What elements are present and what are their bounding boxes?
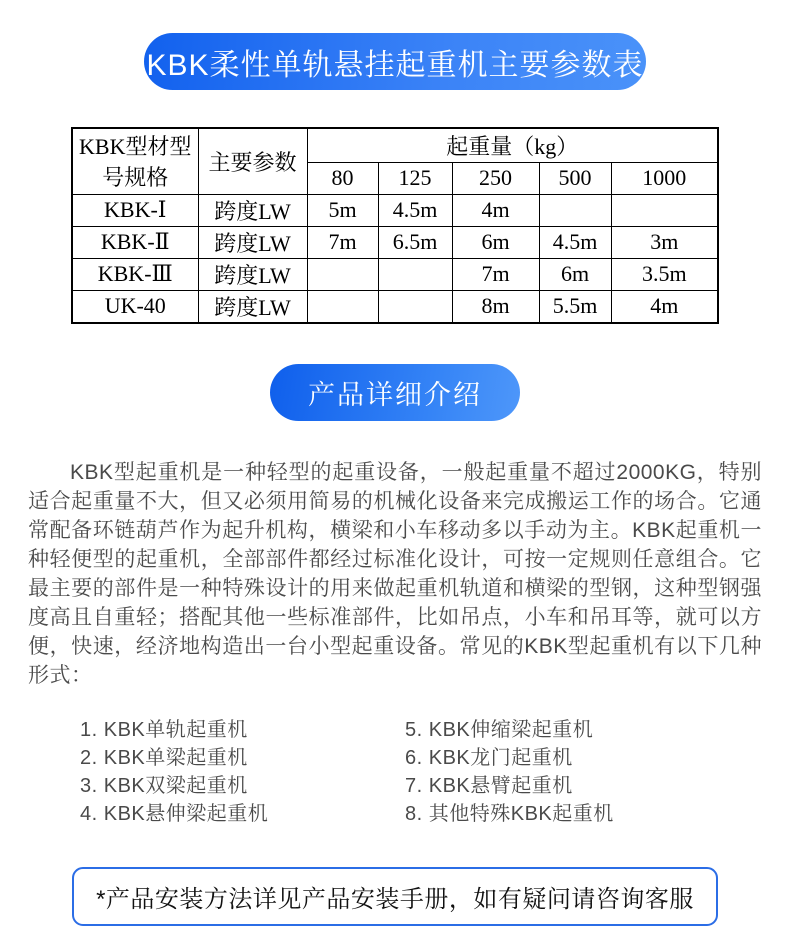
crane-type-item: 2. KBK单梁起重机 <box>80 746 248 769</box>
table-row <box>72 290 718 323</box>
section-title: 产品详细介绍 <box>308 379 482 410</box>
span-value-cell: 6.5m <box>378 226 452 258</box>
param-cell: 跨度LW <box>198 194 307 226</box>
span-value-cell: 3m <box>611 226 718 258</box>
span-value-cell: 6m <box>452 226 539 258</box>
param-cell: 跨度LW <box>198 258 307 290</box>
capacity-header-250: 250 <box>452 162 539 194</box>
span-value-cell: 5m <box>307 194 378 226</box>
model-cell: KBK-Ⅰ <box>72 194 198 226</box>
span-value-cell <box>611 194 718 226</box>
param-cell: 跨度LW <box>198 290 307 323</box>
crane-type-item: 1. KBK单轨起重机 <box>80 718 248 741</box>
intro-paragraph: KBK型起重机是一种轻型的起重设备，一般起重量不超过2000KG，特别适合起重量不大，但又必须用简易的机械化设备来完成搬运工作的场合。它通常配备环链葫芦作为起升机构，横梁和小车移动多以手动为主。KBK起重机一种轻便型的起重机，全部部件都经过标准化设计，可按一定规则任意组合。它最主要的部件是一种特殊设计的用来做起重机轨道和横梁的型钢，这种型钢强度高且自重轻；搭配其他一些标准部件，比如吊点，小车和吊耳等，就可以方便，快速，经济地构造出一台小型起重设备。常见的KBK型起重机有以下几种形式： <box>28 460 762 687</box>
param-cell: 跨度LW <box>198 226 307 258</box>
model-column-header: KBK型材型号规格 <box>72 128 198 194</box>
model-cell: UK-40 <box>72 290 198 323</box>
span-value-cell <box>307 258 378 290</box>
install-note-box <box>72 867 718 926</box>
crane-list-right <box>405 716 614 828</box>
span-value-cell: 4.5m <box>378 194 452 226</box>
model-cell: KBK-Ⅲ <box>72 258 198 290</box>
param-column-header: 主要参数 <box>198 128 307 194</box>
table-row <box>72 194 718 226</box>
crane-type-item: 6. KBK龙门起重机 <box>405 746 573 769</box>
capacity-header-1000: 1000 <box>611 162 718 194</box>
section-title-button <box>270 364 520 421</box>
span-value-cell <box>378 290 452 323</box>
parameters-table-body <box>72 194 718 323</box>
span-value-cell <box>539 194 611 226</box>
span-value-cell: 4.5m <box>539 226 611 258</box>
crane-type-item: 8. 其他特殊KBK起重机 <box>405 802 614 825</box>
crane-type-item: 5. KBK伸缩梁起重机 <box>405 718 594 741</box>
span-value-cell: 7m <box>452 258 539 290</box>
crane-type-list <box>80 716 790 828</box>
span-value-cell: 3.5m <box>611 258 718 290</box>
span-value-cell: 6m <box>539 258 611 290</box>
table-row <box>72 258 718 290</box>
main-title: KBK柔性单轨悬挂起重机主要参数表 <box>146 48 644 82</box>
span-value-cell: 4m <box>452 194 539 226</box>
crane-type-item: 3. KBK双梁起重机 <box>80 774 248 797</box>
span-value-cell <box>307 290 378 323</box>
crane-type-item: 7. KBK悬臂起重机 <box>405 774 573 797</box>
product-detail-page <box>0 33 790 936</box>
span-value-cell: 8m <box>452 290 539 323</box>
table-row <box>72 226 718 258</box>
main-title-banner <box>144 33 646 90</box>
crane-list-left <box>80 716 405 828</box>
model-cell: KBK-Ⅱ <box>72 226 198 258</box>
parameters-table <box>71 127 719 324</box>
capacity-header-125: 125 <box>378 162 452 194</box>
span-value-cell: 5.5m <box>539 290 611 323</box>
span-value-cell: 4m <box>611 290 718 323</box>
capacity-group-header: 起重量（kg） <box>307 128 718 162</box>
install-note: *产品安装方法详见产品安装手册，如有疑问请咨询客服 <box>96 885 694 913</box>
table-header-row-1 <box>72 128 718 162</box>
capacity-header-80: 80 <box>307 162 378 194</box>
crane-type-item: 4. KBK悬伸梁起重机 <box>80 802 269 825</box>
span-value-cell: 7m <box>307 226 378 258</box>
span-value-cell <box>378 258 452 290</box>
capacity-header-500: 500 <box>539 162 611 194</box>
